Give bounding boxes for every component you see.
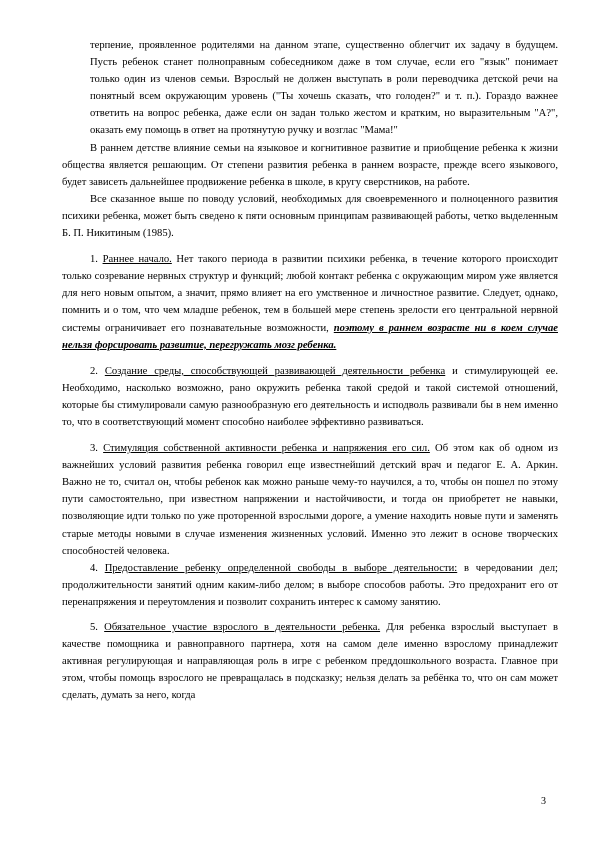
principle-5 [62, 619, 558, 704]
principle-title: Раннее начало. [102, 254, 172, 266]
principle-text: Для ребенка взрослый выступает в качестве помощника и равноправного партнера, хотя на самом деле именно взрослому принадлежит активная регулирующая и направляющая роль в игре с ребенком преддошкольного возраста. Главное при этом, чтобы помощь взрослого не превращалась в подсказку; нельзя делать за ребёнка то, что он сам может сделать, думать за него, когда [62, 622, 558, 702]
principle-emphasis: поэтому в раннем возрасте ни в коем случае нельзя форсировать развитие, перегружать мозг ребенка. [62, 322, 558, 351]
principle-text: и стимулирующей ее. Необходимо, насколько возможно, рано окружить ребенка такой средой и такой системой отношений, которые бы стимулировали самую разнообразную его деятельность и исподволь развивали бы в нем именно то, что в соответствующий момент способно наиболее эффективно развиваться. [62, 365, 558, 428]
principle-number: 5. [90, 622, 98, 633]
principle-3 [62, 440, 558, 560]
principle-4 [62, 560, 558, 611]
paragraph-continuation: терпение, проявленное родителями на данном этапе, существенно облегчит их задачу в будущем. Пусть ребенок станет полноправным собеседником даже в том случае, если его "язык" понимает только один из членов семьи. Взрослый не должен выступать в роли переводчика детской речи на понятный всем окружающим уровень ("Ты хочешь сказать, что голоден?" и т. п.). Гораздо важнее ответить на вопрос ребенка, даже если он задан только жестом и кратким, но выразительным "А?", оказать ему помощь в ответ на протянутую ручку и возглас "Мама!" [90, 40, 558, 137]
principle-text: Об этом как об одном из важнейших условий развития ребенка говорил еще известнейший детский врач и педагог Е. А. Аркин. Важно не то, считал он, чтобы ребенок как можно раньше чему-то научился, а то, чтобы он пошел по этому пути самостоятельно, при известном напряжении и настойчивости, и тогда он приобретет не навыки, позволяющие идти только по уже проторенной взрослыми дороге, а умение находить новые пути и заменять старые методы новыми в случае изменения жизненных условий. Именно это лежит в основе творческих способностей человека. [62, 443, 558, 557]
principle-number: 1. [90, 254, 98, 266]
principle-title: Стимуляция собственной активности ребенка и напряжения его сил. [103, 443, 430, 455]
principle-text: Нет такого периода в развитии психики ребенка, в течение которого происходит только созревание нервных структур и функций; любой контакт ребенка с окружающим миром уже является для него новым опытом, а значит, прямо влияет на его умственное и личностное развитие. Следует, однако, помнить и о том, что чем младше ребенок, тем в большей мере степень зрелости его центральной нервной системы ограничивает его познавательные возможности, [62, 254, 558, 334]
principle-title: Предоставление ребенку определенной свободы в выборе деятельности: [104, 562, 458, 574]
principle-2 [62, 363, 558, 431]
principle-number: 4. [90, 562, 98, 574]
principle-text: в чередовании дел; продолжительности занятий одним каким-либо делом; в выборе способов работы. Это предохранит его от перенапряжения и переутомления и позволит сохранить интерес к самому занятию. [62, 562, 558, 608]
principle-number: 2. [90, 365, 98, 377]
paragraph-family-influence: В раннем детстве влияние семьи на языковое и когнитивное развитие и приобщение ребенка к жизни общества является решающим. От степени развития ребенка в раннем возрасте, прежде всего языкового, будет зависеть дальнейшее продвижение ребенка в школе, в кругу сверстников, на работе. [62, 142, 558, 188]
paragraph-principles-intro: Все сказанное выше по поводу условий, необходимых для своевременного и полноценного развития психики ребенка, может быть сведено к пяти основным принципам развивающей работы, четко выделенным Б. П. Никитиным (1985). [62, 193, 558, 240]
principle-title: Создание среды, способствующей развивающей деятельности ребенка [104, 365, 446, 377]
page-content [62, 37, 558, 704]
principle-1 [62, 251, 558, 354]
principle-title: Обязательное участие взрослого в деятельности ребенка. [104, 622, 381, 633]
principle-number: 3. [90, 443, 98, 455]
page-number: 3 [541, 796, 546, 807]
